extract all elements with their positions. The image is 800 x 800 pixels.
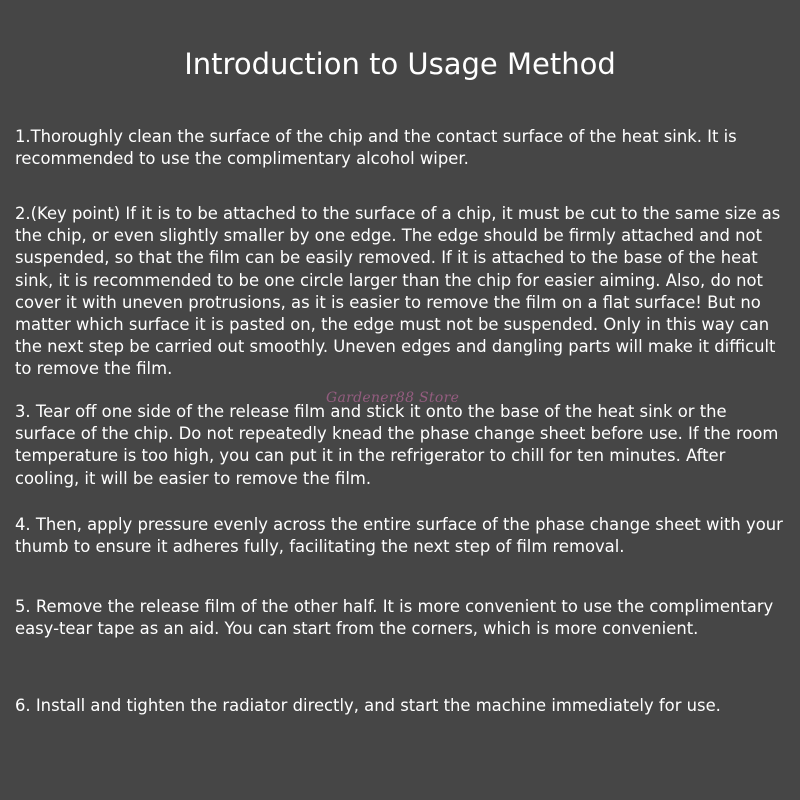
instruction-step-3: 3. Tear off one side of the release film and stick it onto the base of the heat sink or the surface of the chip. Do not repeatedly knead the phase change sheet before use. If the room temperature is too high, you can put it in the refrigerator to chill for ten minutes. After cooling, it will be easier to remove the film. — [15, 402, 779, 488]
instruction-step-4: 4. Then, apply pressure evenly across the entire surface of the phase change sheet with your thumb to ensure it adheres fully, facilitating the next step of film removal. — [15, 515, 783, 557]
store-watermark: Gardener88 Store — [326, 390, 460, 406]
instruction-step-6: 6. Install and tighten the radiator directly, and start the machine immediately for use. — [15, 696, 721, 715]
instruction-step-1: 1.Thoroughly clean the surface of the chip and the contact surface of the heat sink. It is recommended to use the complimentary alcohol wiper. — [15, 127, 737, 169]
instruction-step-2: 2.(Key point) If it is to be attached to the surface of a chip, it must be cut to the same size as the chip, or even slightly smaller by one edge. The edge should be firmly attached and not suspended, so that the film can be easily removed. If it is attached to the base of the heat sink, it is recommended to be one circle larger than the chip for easier aiming. Also, do not cover it with uneven protrusions, as it is easier to remove the film on a flat surface! But no matter which surface it is pasted on, the edge must not be suspended. Only in this way can the next step be carried out smoothly. Uneven edges and dangling parts will make it difficult to remove the film. — [15, 204, 781, 379]
page-title: Introduction to Usage Method — [184, 47, 616, 81]
instruction-step-5: 5. Remove the release film of the other half. It is more convenient to use the complimentary easy-tear tape as an aid. You can start from the corners, which is more convenient. — [15, 597, 774, 639]
